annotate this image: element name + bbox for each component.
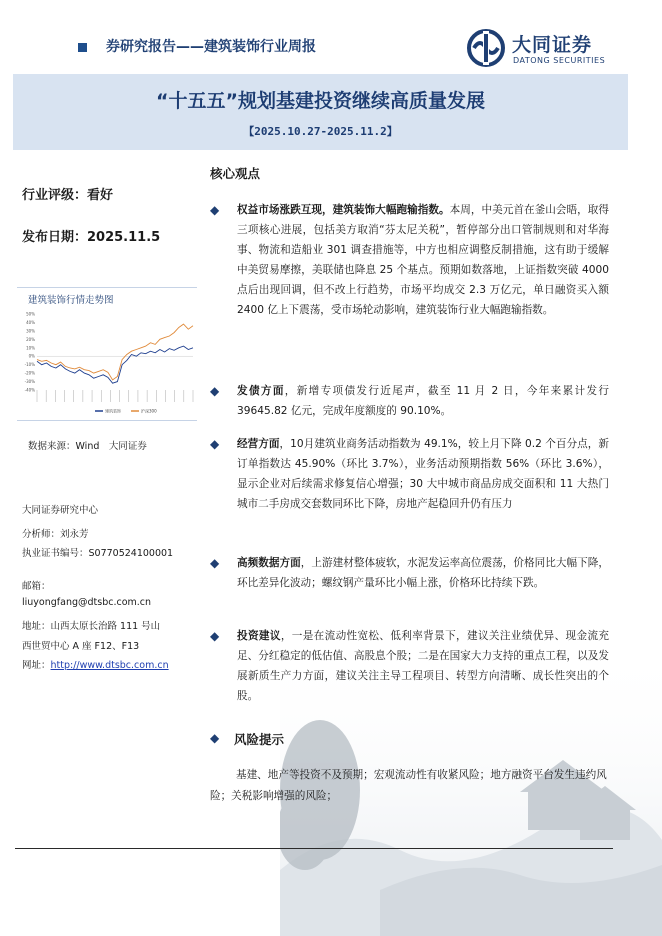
- address-line-1: 地址：山西太原长治路 111 号山: [22, 621, 161, 632]
- core-view-bullet-3: [237, 434, 609, 514]
- bullet-5-text: ，一是在流动性宽松、低利率背景下，建议关注业绩优异、现金流充足、分红稳定的低估值、高股息个股；二是在国家大力支持的重点工程，以及发展新质生产力方面，建议关注主导工程项目、转型方向清晰、成长性突出的个股。: [237, 630, 610, 702]
- publish-date: 发布日期：2025.11.5: [22, 230, 161, 245]
- core-view-bullet-1: [237, 200, 609, 320]
- industry-rating: 行业评级：看好: [22, 188, 114, 203]
- datong-logo-icon: [466, 28, 506, 68]
- risk-text: 基建、地产等投资不及预期；宏观流动性有收紧风险；地方融资平台发生违约风险；关税影响增强的风险；: [210, 769, 607, 802]
- report-type-title: 券研究报告——建筑装饰行业周报: [106, 39, 316, 55]
- address-line-2: 西世贸中心 A 座 F12、F13: [22, 641, 140, 652]
- data-source: 数据来源：Wind 大同证券: [28, 441, 147, 452]
- risk-title: 风险提示: [234, 732, 285, 747]
- core-view-title: 核心观点: [210, 166, 261, 181]
- series-line-csi300: [37, 324, 193, 380]
- website-label: 网址：: [22, 660, 51, 671]
- bullet-5-heading: 投资建议: [237, 630, 281, 642]
- website-link[interactable]: http://www.dtsbc.com.cn: [50, 660, 169, 671]
- y-tick-label: -10%: [24, 362, 35, 368]
- y-tick-label: 20%: [26, 336, 35, 342]
- legend-label: 建筑装饰: [105, 408, 121, 414]
- diamond-bullet-icon: ◆: [210, 629, 220, 643]
- footer-divider: [15, 848, 613, 849]
- bullet-2-text: ，新增专项债发行近尾声，截至 11 月 2 日，今年来累计发行 39645.82 亿元，完成年度额度的 90.10%。: [237, 385, 609, 417]
- y-tick-label: -40%: [24, 387, 35, 393]
- report-main-title: “十五五”规划基建投资继续高质量发展: [156, 90, 485, 112]
- y-tick-label: 30%: [26, 328, 35, 334]
- diamond-bullet-icon: ◆: [210, 203, 220, 217]
- website: [22, 657, 169, 671]
- email-address[interactable]: liuyongfang@dtsbc.com.cn: [22, 597, 152, 608]
- bullet-4-text: ，上游建材整体疲软，水泥发运率高位震荡，价格同比大幅下降，环比差异化波动；螺纹钢产量环比小幅上涨，价格环比持续下跌。: [237, 557, 610, 589]
- bullet-1-text: 本周，中美元首在釜山会晤，取得三项核心进展，包括美方取消“芬太尼关税”，暂停部分出口管制规则和对华海事、物流和造船业 301 调查措施等，中方也相应调整反制措施，这有助于缓解中美贸易摩擦，美联储也降息 25 个基点。预期如数落地，上证指数突破 4000 点后出现回调，但不改上行趋势，市场平均成交 2.3 万亿元，单日融资买入额 2400 亿上下震荡，受市场轮动影响，建筑装饰行业大幅跑输指数。: [237, 204, 610, 316]
- chart-title: 建筑装饰行情走势图: [28, 295, 114, 306]
- core-view-bullet-4: [237, 553, 609, 593]
- report-date-range: 【2025.10.27-2025.11.2】: [243, 125, 398, 138]
- bullet-1-heading: 权益市场涨跌互现，建筑装饰大幅跑输指数。: [237, 204, 450, 216]
- bullet-3-text: ，10月建筑业商务活动指数为 49.1%，较上月下降 0.2 个百分点，新订单指数达 45.90%（环比 3.7%），业务活动预期指数 56%（环比 3.6%），显示企业对后续需求修复信心增强；30 大中城市商品房成交面积和 11 大热门城市二手房成交套数同环比下降，房地产起稳回升仍有压力: [237, 438, 609, 510]
- diamond-bullet-icon: ◆: [210, 437, 220, 451]
- header-square-icon: [78, 43, 87, 52]
- market-trend-chart: [17, 310, 197, 418]
- y-tick-label: -20%: [24, 370, 35, 376]
- logo-name-cn: 大同证券: [512, 34, 593, 56]
- y-tick-label: -30%: [24, 379, 35, 385]
- license-number: 执业证书编号：S0770524100001: [22, 548, 174, 559]
- core-view-bullet-5: [237, 626, 609, 706]
- research-institution: 大同证券研究中心: [22, 505, 99, 516]
- email-label: 邮箱：: [22, 581, 51, 592]
- logo-name-en: DATONG SECURITIES: [513, 56, 606, 65]
- y-tick-label: 40%: [26, 319, 35, 325]
- diamond-bullet-icon: ◆: [210, 384, 220, 398]
- analyst-name: 分析师：刘永芳: [22, 529, 89, 540]
- bullet-3-heading: 经营方面: [237, 438, 280, 450]
- diamond-bullet-icon: ◆: [210, 731, 220, 745]
- bullet-4-heading: 高频数据方面: [237, 557, 301, 569]
- legend-label: 沪深300: [141, 408, 157, 414]
- y-tick-label: 0%: [28, 353, 35, 359]
- y-tick-label: 50%: [26, 311, 35, 317]
- bullet-2-heading: 发债方面: [237, 385, 285, 397]
- diamond-bullet-icon: ◆: [210, 556, 220, 570]
- core-view-bullet-2: [237, 381, 609, 421]
- series-line-building-decoration: [37, 346, 193, 383]
- y-tick-label: 10%: [26, 345, 35, 351]
